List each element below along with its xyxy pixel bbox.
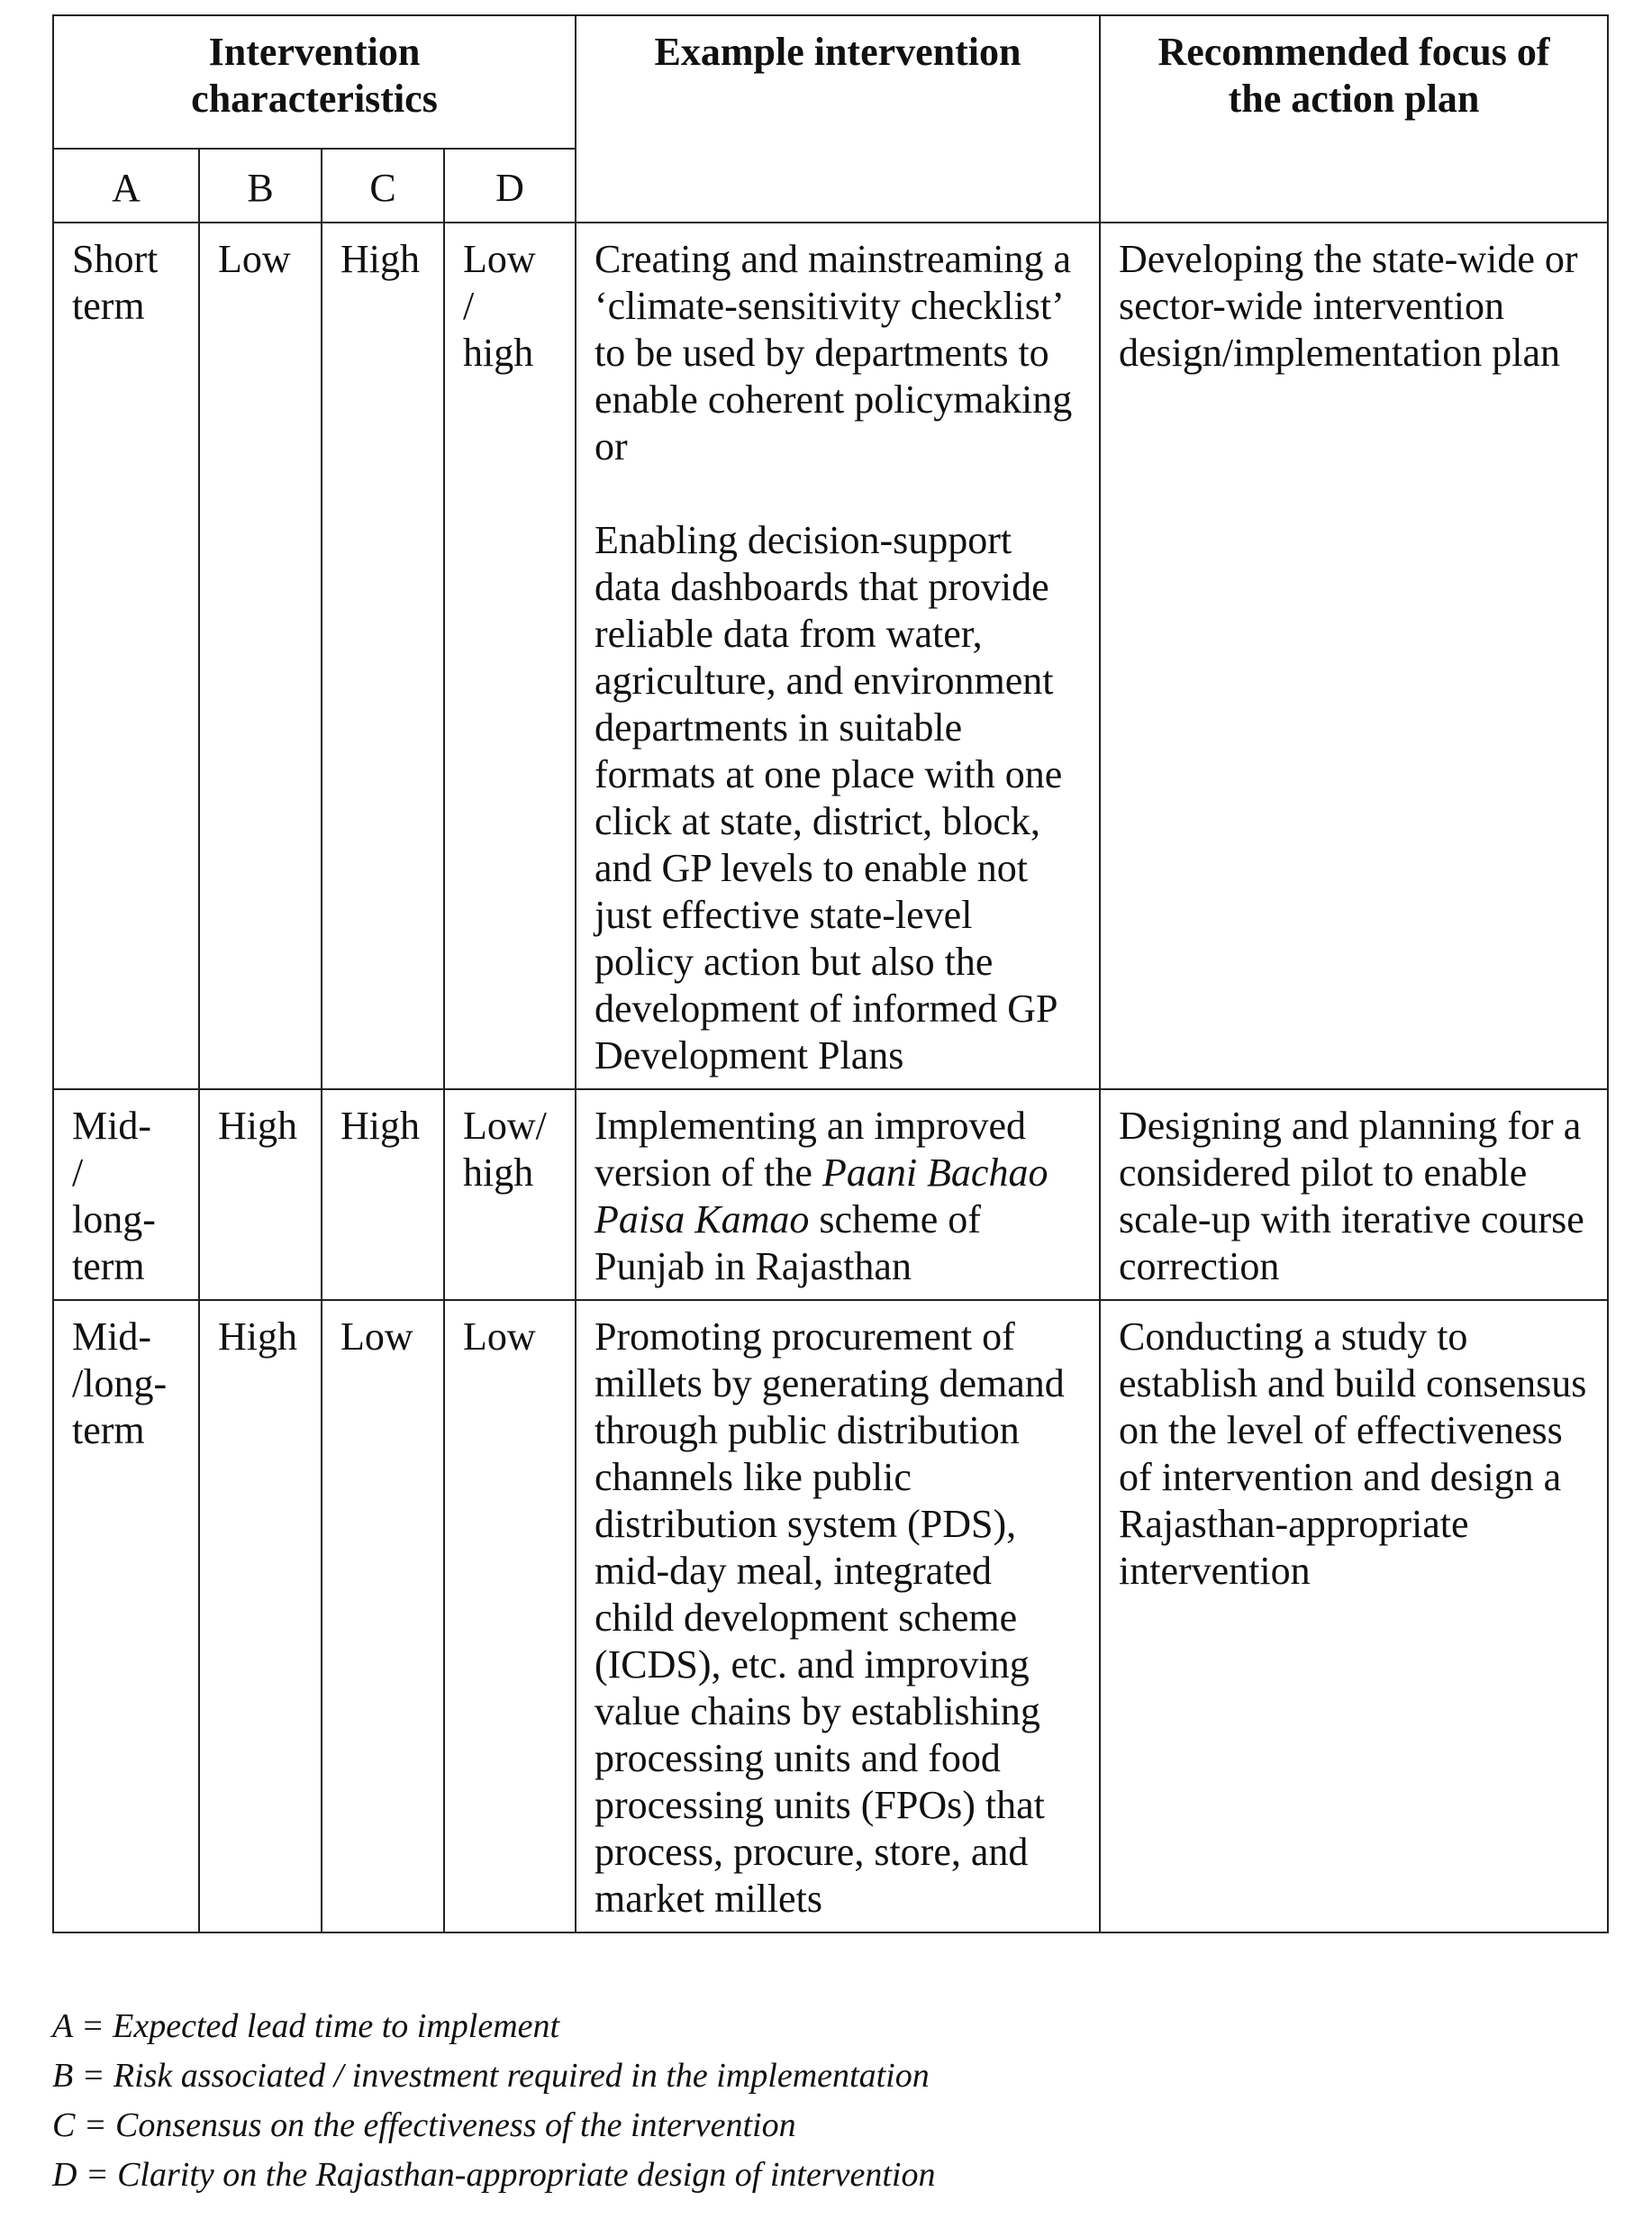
row-risk: Low [199, 223, 322, 1089]
row-lead-time: Short term [53, 223, 199, 1089]
scheme-name: Paani Bachao Paisa Kamao [595, 1150, 1048, 1241]
legend [52, 2002, 936, 2200]
row-consensus: High [322, 1089, 444, 1300]
example-paragraph-1: Creating and mainstreaming a ‘climate-sensitivity checklist’ to be used by departments to enable coherent policymaking or [595, 237, 1073, 468]
legend-item-d: D = Clarity on the Rajasthan-appropriate design of intervention [52, 2156, 936, 2194]
letter-d: D [444, 149, 576, 223]
row-lead-time: Mid- / long-term [53, 1089, 199, 1300]
legend-item-b: B = Risk associated / investment required in the implementation [52, 2057, 930, 2095]
row-consensus: Low [322, 1300, 444, 1932]
row-example-intervention: Promoting procurement of millets by generating demand through public distribution channels like public distribution system (PDS), mid-day meal, integrated child development scheme (ICDS), etc. and improving value chains by establishing processing units and food processing units (FPOs) that process, procure, store, and market millets [576, 1300, 1100, 1932]
letter-b: B [199, 149, 322, 223]
header-group-label: Intervention characteristics [191, 30, 438, 121]
row-example-intervention [576, 1089, 1100, 1300]
header-example-label: Example intervention [654, 30, 1021, 74]
row-example-intervention [576, 223, 1100, 1089]
header-focus-label: Recommended focus of the action plan [1157, 30, 1550, 121]
row-clarity: Low/ high [444, 1089, 576, 1300]
header-intervention-characteristics [53, 15, 576, 149]
table-row [53, 1300, 1608, 1932]
row-recommended-focus: Developing the state-wide or sector-wide intervention design/implementation plan [1100, 223, 1608, 1089]
row-lead-time: Mid- /long-term [53, 1300, 199, 1932]
table-row [53, 223, 1608, 1089]
row-clarity: Low [444, 1300, 576, 1932]
example-paragraph-2: Enabling decision-support data dashboards that provide reliable data from water, agriculture, and environment departments in suitable formats at one place with one click at state, district, block, and GP levels to enable not just effective state-level policy action but also the development of informed GP Development Plans [595, 518, 1063, 1078]
header-recommended-focus [1100, 15, 1608, 223]
row-risk: High [199, 1300, 322, 1932]
letter-a: A [53, 149, 199, 223]
example-text-start: Implementing an improved version of the [595, 1104, 1026, 1195]
table-row [53, 1089, 1608, 1300]
row-risk: High [199, 1089, 322, 1300]
row-recommended-focus: Conducting a study to establish and build consensus on the level of effectiveness of intervention and design a Rajasthan-appropriate intervention [1100, 1300, 1608, 1932]
letter-c: C [322, 149, 444, 223]
row-recommended-focus: Designing and planning for a considered pilot to enable scale-up with iterative course correction [1100, 1089, 1608, 1300]
legend-item-c: C = Consensus on the effectiveness of the intervention [52, 2106, 796, 2144]
row-consensus: High [322, 223, 444, 1089]
header-example-intervention [576, 15, 1100, 223]
header-row [53, 15, 1608, 149]
interventions-table [52, 14, 1609, 1933]
example-text-end: scheme of Punjab in Rajasthan [595, 1197, 981, 1288]
legend-item-a: A = Expected lead time to implement [52, 2007, 560, 2045]
row-clarity: Low / high [444, 223, 576, 1089]
